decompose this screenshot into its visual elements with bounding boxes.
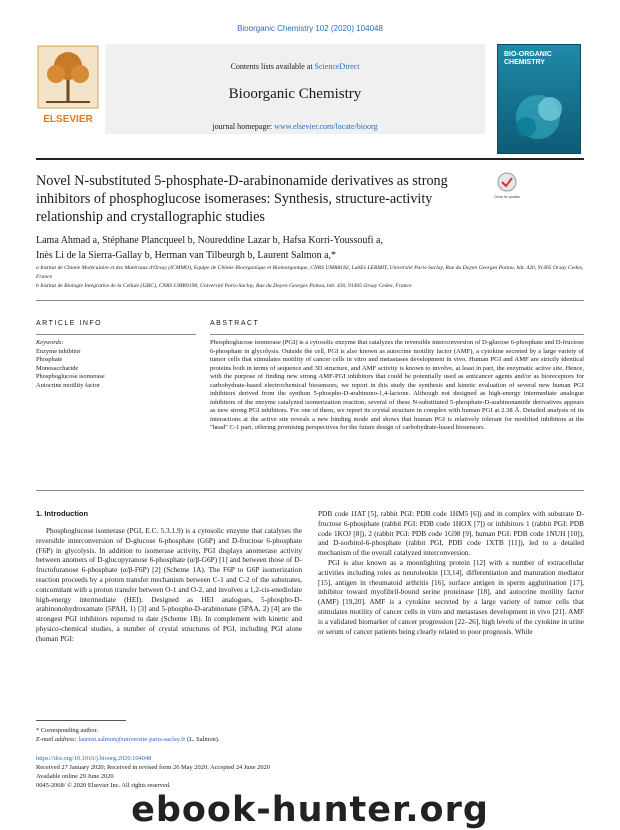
email-line <box>36 735 584 744</box>
cover-title: BIO-ORGANIC CHEMISTRY <box>504 51 552 66</box>
publisher-logo-text: ELSEVIER <box>43 114 93 125</box>
homepage-prefix: journal homepage: <box>212 122 275 131</box>
abstract-label: ABSTRACT <box>210 320 260 327</box>
available-online-date: Available online 29 June 2020 <box>36 773 114 780</box>
journal-citation[interactable]: Bioorganic Chemistry 102 (2020) 104048 <box>237 24 383 33</box>
email-label: E-mail address: <box>36 736 79 743</box>
authors-line-1: Lama Ahmad a, Stéphane Plancqueel b, Noureddine Lazar b, Hafsa Korri-Youssoufi a, <box>36 235 383 246</box>
check-updates-icon <box>496 172 518 202</box>
author-email-link[interactable]: laurent.salmon@universite-paris-saclay.fr <box>78 736 186 743</box>
body-right-column <box>318 509 584 636</box>
keyword-item: Enzyme inhibitor <box>36 347 81 355</box>
doi-link[interactable]: https://doi.org/10.1016/j.bioorg.2020.104048 <box>36 755 152 762</box>
affiliation-rule <box>36 300 584 301</box>
badge-text: Check for updates <box>494 195 520 199</box>
keywords-heading: Keywords: <box>36 339 64 346</box>
contents-prefix: Contents lists available at <box>230 62 315 71</box>
keyword-item: Autocrine motility factor <box>36 381 100 389</box>
body-paragraph: PGI is also known as a moonlighting protein [12] with a number of extracellular activities including roles as neuroleukin [13,14], differentiation and maturation mediator [15], antigen in rheumatoid arthritis [16], surface antigen in sperm agglutination [17], inhibitor toward myofibril-bound serine proteinase [18], and autocrine motility factor (AMF) [19,20]. AMF is a cytokine secreted by a large variety of tumor cells that stimulates motility of cancer cells in vitro and metastases development in vivo [21]. AMF is a validated biomarker of cancer progression [22–26], high levels of the cytokine in urine or serum of cancer patients being clearly related to poor prognosis. While <box>318 557 584 636</box>
keyword-item: Phosphate <box>36 356 63 364</box>
journal-homepage <box>105 122 485 131</box>
homepage-link[interactable]: www.elsevier.com/locate/bioorg <box>274 122 378 131</box>
section-heading-introduction: 1. Introduction <box>36 509 89 518</box>
footnote-rule <box>36 720 126 721</box>
affiliation-b: b Institut de Biologie Intégrative de la Cellule (I2BC), CNRS UMR9198, Université Paris-Saclay, Rue du Doyen Georges Poitou, bât. 430, 91405 Orsay Cedex, France <box>36 283 412 289</box>
author-list <box>36 233 536 263</box>
keywords-box <box>36 334 196 391</box>
header-rule <box>36 158 584 160</box>
affiliations <box>36 264 584 291</box>
elsevier-tree-icon <box>36 44 100 130</box>
email-suffix: (L. Salmon). <box>185 736 220 743</box>
keyword-item: Monosaccharide <box>36 364 79 372</box>
affiliation-a: a Institut de Chimie Moléculaire et des Matériaux d'Orsay (ICMMO), Equipe de Chimie Bioorganique et Bioinorganique, CNRS UMR8182, LabEx LERMIT, Université Paris-Saclay, Rue du Doyen Georges Poitou, bât. 420, 91405 Orsay Cedex, France <box>36 265 584 280</box>
corresponding-author-note: * Corresponding author. <box>36 727 98 734</box>
watermark-text: ebook-hunter.org <box>131 790 489 830</box>
footnotes <box>36 726 584 744</box>
contents-available-line <box>105 62 485 71</box>
keyword-item: Phosphoglucose isomerase <box>36 373 105 381</box>
abstract-rule <box>36 490 584 491</box>
journal-name: Bioorganic Chemistry <box>228 86 362 102</box>
abstract-text: Phosphoglucose isomerase (PGI) is a cytosolic enzyme that catalyzes the reversible interconversion of D-glucose 6-phosphate and D-fructose 6-phosphate in glycolysis. Outside the cell, PGI is also known as autocrine motility factor (AMF), a cytokine secreted by a large variety of tumor cells that stimulates motility of cancer cells in vitro and metastases development in vivo. Human PGI and AMF are strictly identical proteins both in terms of sequence and 3D structure, and AMF activity is known to involve, at least in part, the enzymatic active site. Hence, with the purpose of finding new strong AMF-PGI inhibitors that could be potentially used as anticancer agents and/or as bioreceptors for carbohydrate-based electrochemical biosensors, we report in this study the synthesis and kinetic evaluation of several new human PGI inhibitors derived from the synthon 5-phospho-D-arabinono-1,4-lactone. Although not designed as high-energy intermediate analogue inhibitors of the enzyme catalyzed isomerization reaction, several of these N-substituted 5-phosphate-D-arabinonamide derivatives appears as new strong PGI inhibitors. For one of them, we report its crystal structure in complex with human PGI at 2.38 Å. Detailed analysis of its interactions at the active site reveals a new binding mode and shows that human PGI is relatively tolerant for modified inhibitors at the "head" C-1 part, offering promising perspectives for the future design of carbohydrate-based biosensors. <box>210 334 584 433</box>
sciencedirect-link[interactable]: ScienceDirect <box>314 62 360 71</box>
article-title: Novel N-substituted 5-phosphate-D-arabinonamide derivatives as strong inhibitors of phosphoglucose isomerases: Synthesis, structure-activity relationship and crystallographic studies <box>36 173 448 225</box>
check-for-updates-badge[interactable] <box>496 172 518 202</box>
article-info-label: ARTICLE INFO <box>36 320 103 327</box>
elsevier-logo <box>36 44 100 130</box>
copyright-notice: 0045-2068/ © 2020 Elsevier Inc. All rights reserved. <box>36 782 171 789</box>
body-left-column: Phosphoglucose isomerase (PGI, E.C. 5.3.1.9) is a cytosolic enzyme that catalyses the reversible interconversion of D-glucose 6-phosphate (G6P) and D-fructose 6-phosphate (F6P) in glycolysis. In addition to isomerase activity, PGI displays anomerase activity between anomers of D-glucopyranose 6-phosphate (α/β-G6P) [1] and between those of D-fructofuranose 6-phosphate (α/β-F6P) [2] (Scheme 1A). The F6P to G6P isomerization reaction proceeds by a proton transfer mechanism between C-1 and C-2 of the substrates, concomitant with a proton transfer between O-1 and O-2, and involves a 1,2-cis-enediolate high-energy intermediate (HEI). Designed as HEI analogues, 5-phospho-D-arabinonohydroxamate (5PAH, 1) [3] and 5-phospho-D-arabinonate (5PAA, 2) [4] are the strongest PGI inhibitors reported to date (Scheme 1B). In complement with kinetic and physico-chemical studies, a number of crystal structures of PGI, including PGI alone (human PGI: <box>36 526 302 643</box>
authors-line-2: Inès Li de la Sierra-Gallay b, Herman van Tilbeurgh b, Laurent Salmon a,* <box>36 250 337 261</box>
body-paragraph: PDB code 1IAT [5], rabbit PGI: PDB code 1HM5 [6]) and in complex with substrate D-fructose 6-phosphate (rabbit PGI: PDB code 1HOX [7]) or inhibitors 1 (rabbit PGI: PDB code 1KOJ [8]), 2 (rabbit PGI: PDB code 1G98 [9], human PGI: PDB code 1NUH [10]), and D-sorbitol-6-phosphate (rabbit PGI, PDB code 1XTB [11]), led to a detailed mechanism of the overall catalyzed interconversion. <box>318 509 584 558</box>
publication-info <box>36 754 584 790</box>
received-dates: Received 27 January 2020; Received in revised form 26 May 2020; Accepted 24 June 2020 <box>36 764 270 771</box>
cover-art-icon <box>498 81 580 153</box>
journal-cover-image <box>497 44 581 154</box>
